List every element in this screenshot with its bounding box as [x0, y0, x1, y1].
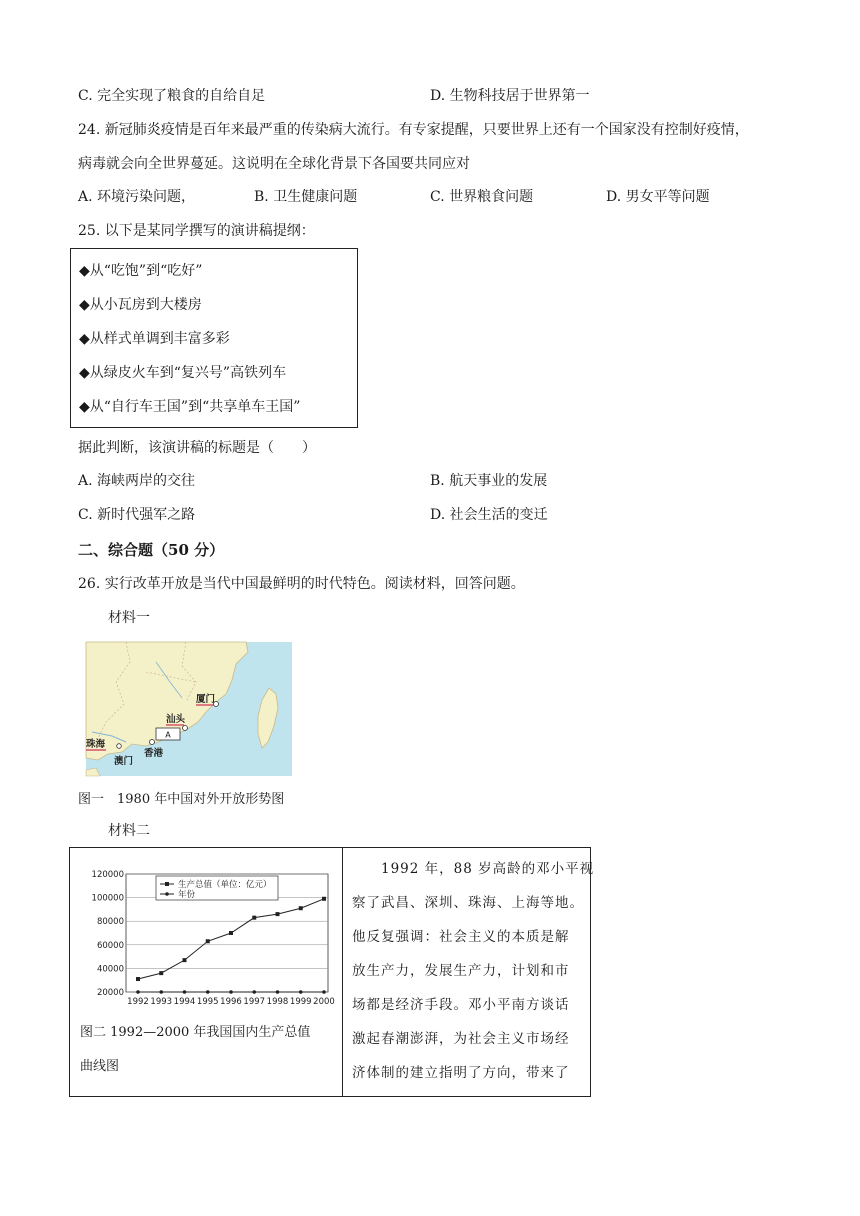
data-point: [183, 990, 187, 994]
material-text-line: 场都是经济手段。邓小平南方谈话: [352, 997, 570, 1013]
data-point: [136, 977, 140, 981]
q23-option-c: C. 完全实现了粮食的自给自足: [78, 88, 266, 104]
q25-option-b: B. 航天事业的发展: [430, 473, 548, 489]
gdp-chart-svg: [80, 866, 335, 1014]
material-text-line: 济体制的建立指明了方向，带来了: [352, 1065, 570, 1081]
data-point: [159, 990, 163, 994]
material-one-label: 材料一: [108, 610, 150, 626]
map-label-aomen: 澳门: [114, 756, 134, 767]
map-label-xianggang: 香港: [144, 748, 164, 759]
data-point: [276, 912, 280, 916]
q25-option-a: A. 海峡两岸的交往: [78, 473, 196, 489]
legend-marker: [165, 882, 169, 886]
y-tick-label: 20000: [96, 988, 124, 998]
material-two-table: [69, 847, 595, 1097]
q25-stem: 25. 以下是某同学撰写的演讲稿提纲：: [78, 223, 315, 239]
data-point: [206, 939, 210, 943]
x-tick-label: 2000: [313, 997, 335, 1007]
q24-stem-line2: 病毒就会向全世界蔓延。这说明在全球化背景下各国要共同应对: [78, 156, 470, 172]
data-point: [322, 990, 326, 994]
q24-option-b: B. 卫生健康问题: [254, 189, 358, 205]
material-text-line: 1992 年，88 岁高龄的邓小平视: [352, 861, 595, 877]
data-point: [229, 931, 233, 935]
x-tick-label: 1999: [289, 997, 312, 1007]
q25-option-c: C. 新时代强军之路: [78, 507, 196, 523]
legend-label: 生产总值（单位：亿元）: [178, 880, 272, 890]
x-tick-label: 1995: [196, 997, 219, 1007]
map-label-zhuhai: 珠海: [86, 739, 106, 750]
q25-question: 据此判断，该演讲稿的标题是（ ）: [78, 440, 316, 456]
material-text-line: 放生产力，发展生产力，计划和市: [352, 963, 570, 979]
outline-item: ◆从“自行车王国”到“共享单车王国”: [79, 399, 301, 415]
map-label-a: A: [165, 730, 171, 740]
figure-two-caption-line2: 曲线图: [80, 1059, 120, 1074]
x-tick-label: 1998: [266, 997, 289, 1007]
data-point: [276, 990, 280, 994]
outline-item: ◆从“吃饱”到“吃好”: [79, 263, 203, 279]
y-tick-label: 120000: [91, 870, 124, 880]
gdp-chart: [80, 866, 335, 1014]
table-divider: [342, 848, 343, 1096]
x-tick-label: 1996: [220, 997, 242, 1007]
y-tick-label: 100000: [91, 893, 124, 904]
material-text-line: 察了武昌、深圳、珠海、上海等地。: [352, 895, 584, 911]
outline-item: ◆从小瓦房到大楼房: [79, 297, 202, 313]
data-point: [159, 971, 163, 975]
outline-item: ◆从样式单调到丰富多彩: [79, 331, 230, 347]
q26-stem: 26. 实行改革开放是当代中国最鲜明的时代特色。阅读材料，回答问题。: [78, 576, 525, 592]
y-tick-label: 60000: [96, 940, 124, 951]
data-point: [229, 990, 233, 994]
outline-item: ◆从绿皮火车到“复兴号”高铁列车: [79, 365, 287, 381]
x-tick-label: 1993: [150, 997, 173, 1007]
data-point: [183, 958, 187, 962]
data-point: [136, 990, 140, 994]
q25-option-d: D. 社会生活的变迁: [430, 507, 548, 523]
material-two-label: 材料二: [108, 823, 150, 839]
data-point: [206, 990, 210, 994]
opening-map: [86, 642, 292, 776]
figure-two-caption-line1: 图二 1992—2000 年我国国内生产总值: [80, 1025, 311, 1040]
material-text-line: 他反复强调：社会主义的本质是解: [352, 929, 570, 945]
q24-option-a: A. 环境污染问题，: [78, 189, 196, 205]
section-heading: 二、综合题（50 分）: [78, 541, 225, 559]
legend-label: 年份: [178, 890, 196, 900]
data-point: [299, 906, 303, 910]
q25-outline-box: [70, 248, 358, 428]
y-tick-label: 80000: [96, 917, 124, 928]
x-tick-label: 1997: [243, 997, 266, 1007]
figure-one-caption: 图一 1980 年中国对外开放形势图: [78, 792, 285, 807]
map-label-shantou: 汕头: [166, 714, 186, 725]
data-point: [252, 990, 256, 994]
data-point: [322, 897, 326, 901]
q23-option-d: D. 生物科技居于世界第一: [430, 88, 590, 104]
data-point: [299, 990, 303, 994]
map-graphic: [86, 642, 292, 776]
x-tick-label: 1994: [173, 997, 196, 1007]
q24-option-d: D. 男女平等问题: [606, 189, 710, 205]
y-tick-label: 40000: [96, 964, 124, 975]
data-point: [252, 916, 256, 920]
q24-option-c: C. 世界粮食问题: [430, 189, 534, 205]
map-label-xiamen: 厦门: [196, 694, 216, 705]
material-text-line: 激起春潮澎湃，为社会主义市场经: [352, 1031, 570, 1047]
q24-stem-line1: 24. 新冠肺炎疫情是百年来最严重的传染病大流行。有专家提醒，只要世界上还有一个国家没有控制好疫情，: [78, 122, 749, 138]
legend-marker: [165, 892, 169, 896]
x-tick-label: 1992: [127, 997, 149, 1007]
